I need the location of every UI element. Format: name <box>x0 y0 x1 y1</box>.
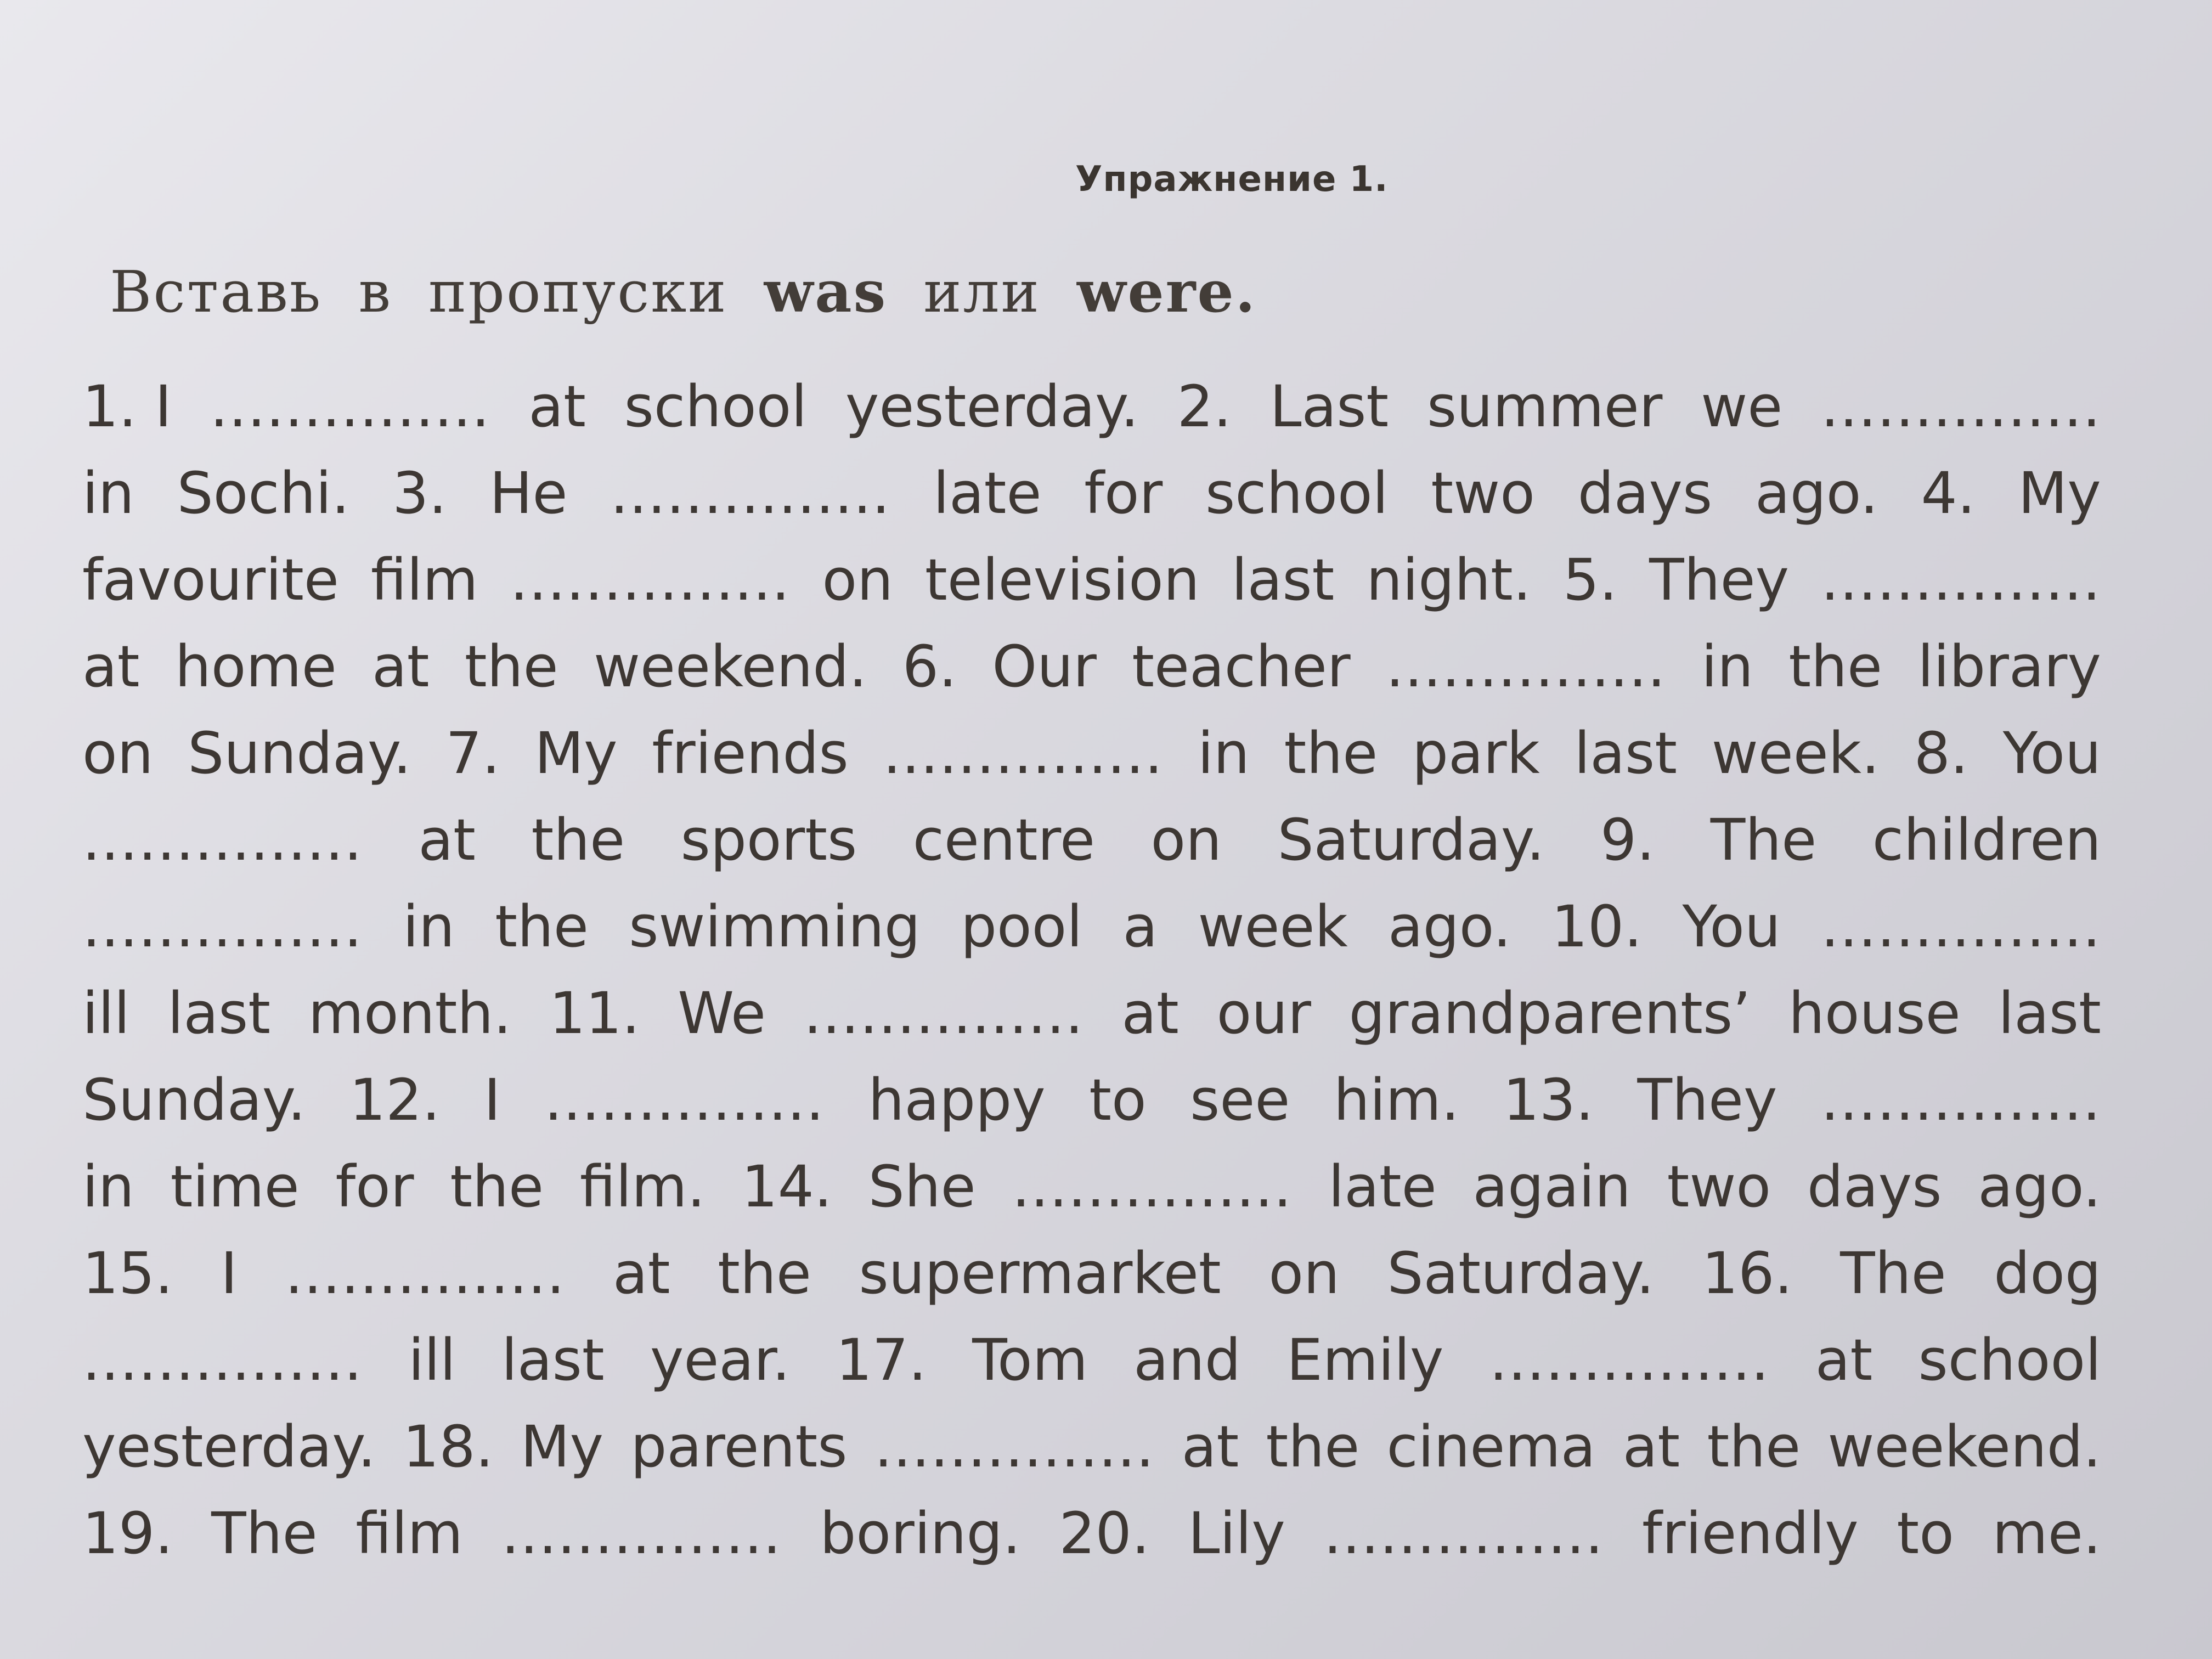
exercise-word: at <box>1622 1413 1680 1480</box>
exercise-line <box>82 1327 2101 1413</box>
exercise-word: on <box>82 720 154 787</box>
answer-blank: ............... <box>1821 373 2101 440</box>
exercise-word: yesterday. <box>845 373 1139 440</box>
answer-blank: ............... <box>883 720 1164 787</box>
answer-blank: ............... <box>1385 633 1666 700</box>
exercise-word: 4. <box>1921 460 1976 527</box>
exercise-word: house <box>1788 980 1961 1047</box>
exercise-word: happy <box>868 1066 1046 1133</box>
exercise-word: to <box>1897 1500 1954 1567</box>
exercise-word: They <box>1649 546 1790 613</box>
exercise-word: again <box>1472 1153 1631 1220</box>
exercise-word: We <box>678 980 766 1047</box>
exercise-line <box>82 980 2101 1066</box>
exercise-word: a <box>1122 893 1158 960</box>
exercise-word: grandparents’ <box>1348 980 1751 1047</box>
exercise-word: the <box>1788 633 1883 700</box>
exercise-word: library <box>1917 633 2101 700</box>
exercise-word: at <box>418 806 476 873</box>
exercise-word: in <box>403 893 455 960</box>
exercise-word: park <box>1412 720 1540 787</box>
exercise-heading: Упражнение 1. <box>1075 159 1389 200</box>
exercise-word: swimming <box>629 893 921 960</box>
exercise-line <box>82 633 2101 720</box>
exercise-word: sports <box>680 806 857 873</box>
exercise-word: Sunday. <box>82 1066 306 1133</box>
exercise-word: film. <box>579 1153 706 1220</box>
exercise-word: late <box>1328 1153 1437 1220</box>
exercise-word: last <box>1574 720 1677 787</box>
exercise-word: last <box>1998 980 2101 1047</box>
exercise-word: our <box>1216 980 1311 1047</box>
exercise-word: at <box>612 1240 670 1307</box>
exercise-word: 6. <box>902 633 957 700</box>
exercise-word: ago. <box>1755 460 1878 527</box>
exercise-word: film <box>356 1500 463 1567</box>
exercise-word: the <box>495 893 589 960</box>
exercise-word: Lily <box>1188 1500 1285 1567</box>
exercise-word: They <box>1637 1066 1778 1133</box>
exercise-word: on <box>1268 1240 1340 1307</box>
answer-blank: ............... <box>803 980 1084 1047</box>
exercise-word: year. <box>650 1327 791 1393</box>
exercise-word: at <box>1815 1327 1873 1393</box>
answer-blank: ............... <box>610 460 891 527</box>
exercise-word: parents <box>630 1413 848 1480</box>
answer-blank: ............... <box>82 893 363 960</box>
exercise-word: Sunday. <box>188 720 411 787</box>
exercise-word: late <box>933 460 1042 527</box>
exercise-word: days <box>1807 1153 1942 1220</box>
exercise-word: 13. <box>1503 1066 1594 1133</box>
exercise-word: at <box>528 373 586 440</box>
exercise-word: weekend. <box>1827 1413 2101 1480</box>
answer-blank: ............... <box>82 1327 363 1393</box>
exercise-word: school <box>624 373 808 440</box>
answer-blank: ............... <box>874 1413 1155 1480</box>
exercise-word: the <box>450 1153 544 1220</box>
exercise-line <box>82 1413 2101 1500</box>
exercise-word: television <box>925 546 1200 613</box>
exercise-word: 16. <box>1702 1240 1793 1307</box>
exercise-word: to <box>1089 1066 1147 1133</box>
exercise-line <box>82 1500 2101 1587</box>
exercise-word: cinema <box>1386 1413 1596 1480</box>
exercise-word: 20. <box>1059 1500 1150 1567</box>
exercise-word: supermarket <box>859 1240 1221 1307</box>
exercise-word: Last <box>1269 373 1389 440</box>
exercise-word: ago. <box>1978 1153 2101 1220</box>
exercise-word: ill <box>408 1327 456 1393</box>
exercise-line <box>82 1066 2101 1153</box>
answer-blank: ............... <box>1489 1327 1770 1393</box>
exercise-word: friendly <box>1642 1500 1859 1567</box>
instruction-word-were: were. <box>1076 258 1257 325</box>
answer-blank: ............... <box>285 1240 566 1307</box>
exercise-word: 18. <box>403 1413 494 1480</box>
exercise-line <box>82 1240 2101 1327</box>
exercise-word: weekend. <box>593 633 867 700</box>
answer-blank: ............... <box>1821 546 2101 613</box>
exercise-word: the <box>718 1240 811 1307</box>
exercise-word: two <box>1667 1153 1771 1220</box>
exercise-word: I <box>483 1066 501 1133</box>
exercise-word: 7. <box>445 720 500 787</box>
exercise-word: for <box>335 1153 414 1220</box>
answer-blank: ............... <box>82 806 363 873</box>
exercise-word: the <box>1284 720 1378 787</box>
exercise-word: me. <box>1992 1500 2101 1567</box>
exercise-word: the <box>464 633 558 700</box>
exercise-text <box>82 373 2101 1587</box>
exercise-word: at <box>82 633 140 700</box>
exercise-word: the <box>531 806 625 873</box>
instruction-text: Вставь в пропуски <box>110 258 728 325</box>
answer-blank: ............... <box>210 373 490 440</box>
exercise-line <box>82 460 2101 546</box>
exercise-word: He <box>489 460 568 527</box>
exercise-word: month. <box>308 980 512 1047</box>
exercise-word: centre <box>912 806 1096 873</box>
exercise-word: we <box>1701 373 1783 440</box>
exercise-word: summer <box>1426 373 1663 440</box>
exercise-word: for <box>1084 460 1163 527</box>
exercise-word: dog <box>1994 1240 2101 1307</box>
instruction <box>110 258 1257 325</box>
exercise-word: days <box>1577 460 1713 527</box>
exercise-word: yesterday. <box>82 1413 376 1480</box>
exercise-word: week. <box>1711 720 1880 787</box>
answer-blank: ............... <box>501 1500 782 1567</box>
exercise-word: in <box>82 1153 134 1220</box>
exercise-word: The <box>1710 806 1817 873</box>
exercise-word: She <box>868 1153 976 1220</box>
exercise-word: see <box>1190 1066 1290 1133</box>
exercise-word: night. <box>1366 546 1531 613</box>
exercise-word: The <box>1840 1240 1946 1307</box>
exercise-word: 9. <box>1600 806 1655 873</box>
exercise-word: on <box>1150 806 1222 873</box>
answer-blank: ............... <box>1323 1500 1604 1567</box>
exercise-word: time <box>170 1153 300 1220</box>
exercise-word: Emily <box>1286 1327 1444 1393</box>
exercise-word: You <box>1682 893 1781 960</box>
exercise-word: Our <box>992 633 1097 700</box>
exercise-word: and <box>1133 1327 1241 1393</box>
exercise-word: 14. <box>741 1153 832 1220</box>
exercise-word: in <box>1198 720 1250 787</box>
exercise-word: 2. <box>1177 373 1232 440</box>
exercise-word: film <box>370 546 478 613</box>
exercise-line <box>82 373 2101 460</box>
exercise-word: at <box>1121 980 1179 1047</box>
exercise-word: at <box>1181 1413 1239 1480</box>
exercise-word: children <box>1872 806 2101 873</box>
instruction-conjunction: или <box>923 258 1041 325</box>
exercise-word: school <box>1918 1327 2101 1393</box>
exercise-line <box>82 806 2101 893</box>
exercise-word: school <box>1205 460 1389 527</box>
exercise-word: home <box>174 633 337 700</box>
exercise-word: Sochi. <box>177 460 350 527</box>
exercise-word: at <box>372 633 430 700</box>
answer-blank: ............... <box>1821 893 2101 960</box>
exercise-word: favourite <box>82 546 339 613</box>
exercise-word: Saturday. <box>1387 1240 1655 1307</box>
exercise-word: 17. <box>836 1327 927 1393</box>
exercise-word: in <box>1701 633 1753 700</box>
exercise-word: last <box>167 980 271 1047</box>
answer-blank: ............... <box>1012 1153 1293 1220</box>
exercise-word: on <box>822 546 894 613</box>
exercise-line <box>82 720 2101 806</box>
exercise-line <box>82 893 2101 980</box>
exercise-word: 1. I <box>82 373 172 440</box>
exercise-word: two <box>1431 460 1535 527</box>
exercise-word: 15. <box>82 1240 173 1307</box>
exercise-word: 5. <box>1562 546 1618 613</box>
exercise-word: in <box>82 460 134 527</box>
exercise-word: last <box>1231 546 1335 613</box>
exercise-word: ago. <box>1388 893 1511 960</box>
exercise-word: ill <box>82 980 130 1047</box>
exercise-word: 3. <box>392 460 447 527</box>
exercise-word: teacher <box>1132 633 1351 700</box>
exercise-word: the <box>1707 1413 1801 1480</box>
answer-blank: ............... <box>510 546 791 613</box>
exercise-word: 19. <box>82 1500 173 1567</box>
exercise-word: My <box>2018 460 2101 527</box>
exercise-word: 8. <box>1914 720 1968 787</box>
exercise-word: You <box>2002 720 2101 787</box>
exercise-word: 12. <box>349 1066 441 1133</box>
exercise-word: Tom <box>972 1327 1088 1393</box>
exercise-word: the <box>1266 1413 1360 1480</box>
instruction-word-was: was <box>764 258 888 325</box>
exercise-line <box>82 546 2101 633</box>
exercise-word: pool <box>961 893 1083 960</box>
exercise-line <box>82 1153 2101 1240</box>
exercise-word: The <box>211 1500 318 1567</box>
answer-blank: ............... <box>544 1066 825 1133</box>
exercise-word: My <box>520 1413 604 1480</box>
exercise-word: 10. <box>1551 893 1643 960</box>
exercise-word: him. <box>1333 1066 1460 1133</box>
exercise-word: week <box>1198 893 1348 960</box>
exercise-word: I <box>221 1240 238 1307</box>
exercise-word: My <box>534 720 618 787</box>
exercise-word: boring. <box>820 1500 1021 1567</box>
answer-blank: ............... <box>1821 1066 2101 1133</box>
exercise-word: last <box>501 1327 605 1393</box>
exercise-word: friends <box>652 720 849 787</box>
exercise-word: Saturday. <box>1277 806 1545 873</box>
exercise-word: 11. <box>549 980 640 1047</box>
